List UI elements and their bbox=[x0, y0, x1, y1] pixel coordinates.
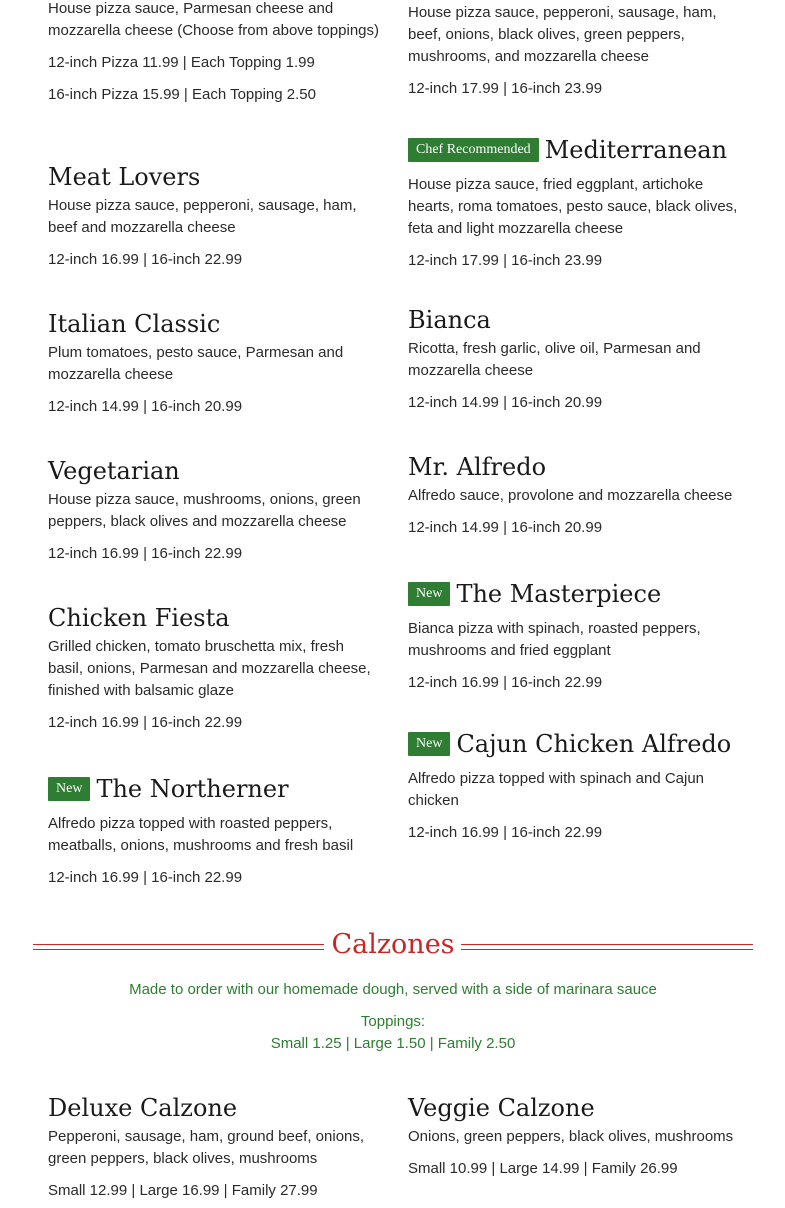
item-description: Alfredo sauce, provolone and mozzarella cheese bbox=[408, 487, 733, 504]
item-price: 12-inch 16.99 | 16-inch 22.99 bbox=[48, 251, 243, 268]
item-price: 12-inch 16.99 | 16-inch 22.99 bbox=[408, 824, 603, 841]
item-price: 12-inch 16.99 | 16-inch 22.99 bbox=[48, 545, 243, 562]
item-price: Small 12.99 | Large 16.99 | Family 27.99 bbox=[48, 1182, 318, 1199]
item-description: Onions, green peppers, black olives, mushrooms bbox=[408, 1128, 734, 1145]
section-title: Calzones bbox=[331, 929, 455, 960]
item-description: Pepperoni, sausage, ham, ground beef, onions, green peppers, black olives, mushrooms bbox=[48, 1128, 365, 1167]
new-badge: New bbox=[408, 732, 450, 756]
item-title: Meat Lovers bbox=[48, 163, 201, 191]
item-title: Mr. Alfredo bbox=[408, 453, 547, 481]
item-description: House pizza sauce, mushrooms, onions, green peppers, black olives and mozzarella cheese bbox=[48, 491, 361, 530]
item-description: Alfredo pizza topped with roasted peppers, meatballs, onions, mushrooms and fresh basil bbox=[48, 815, 354, 854]
item-title: Veggie Calzone bbox=[408, 1094, 595, 1122]
menu-item-the-masterpiece bbox=[408, 579, 743, 694]
menu-item-vegetarian bbox=[48, 456, 383, 565]
item-title: The Masterpiece bbox=[456, 580, 662, 608]
item-price: 12-inch 16.99 | 16-inch 22.99 bbox=[48, 714, 243, 731]
toppings-prices: Small 1.25 | Large 1.50 | Family 2.50 bbox=[270, 1035, 516, 1052]
menu-item-build-your-own bbox=[48, 0, 383, 106]
item-price: 12-inch 17.99 | 16-inch 23.99 bbox=[408, 80, 603, 97]
menu-item-bianca bbox=[408, 305, 743, 414]
item-title: Bianca bbox=[408, 306, 491, 334]
item-description: House pizza sauce, pepperoni, sausage, ham, beef, onions, black olives, green peppers, mushrooms, and mozzarella cheese bbox=[408, 4, 717, 65]
menu-item-veggie-calzone bbox=[408, 1093, 743, 1180]
menu-item-italian-classic bbox=[48, 309, 383, 418]
item-price: 16-inch Pizza 15.99 | Each Topping 2.50 bbox=[48, 86, 316, 103]
menu-item-cajun-chicken-alfredo bbox=[408, 729, 743, 844]
item-description: House pizza sauce, fried eggplant, artichoke hearts, roma tomatoes, pesto sauce, black olives, feta and light mozzarella cheese bbox=[408, 176, 738, 237]
new-badge: New bbox=[408, 582, 450, 606]
chef-recommended-badge: Chef Recommended bbox=[408, 138, 539, 162]
calzones-section-header bbox=[33, 926, 753, 966]
item-description: Bianca pizza with spinach, roasted peppers, mushrooms and fried eggplant bbox=[408, 620, 701, 659]
item-title: Vegetarian bbox=[48, 457, 180, 485]
item-title: Chicken Fiesta bbox=[48, 604, 230, 632]
item-price: 12-inch 16.99 | 16-inch 22.99 bbox=[48, 869, 243, 886]
item-price: 12-inch 14.99 | 16-inch 20.99 bbox=[408, 519, 603, 536]
menu-item-supreme bbox=[408, 2, 743, 100]
item-price: 12-inch 14.99 | 16-inch 20.99 bbox=[48, 398, 243, 415]
calzones-note: Made to order with our homemade dough, served with a side of marinara sauce bbox=[129, 981, 657, 998]
menu-item-mediterranean bbox=[408, 135, 743, 272]
new-badge: New bbox=[48, 777, 90, 801]
item-title: Mediterranean bbox=[544, 136, 728, 164]
item-description: Grilled chicken, tomato bruschetta mix, fresh basil, onions, Parmesan and mozzarella cheese, finished with balsamic glaze bbox=[48, 638, 371, 699]
item-price: Small 10.99 | Large 14.99 | Family 26.99 bbox=[408, 1160, 678, 1177]
menu-item-mr-alfredo bbox=[408, 452, 743, 539]
menu-item-chicken-fiesta bbox=[48, 603, 383, 734]
menu-item-meat-lovers bbox=[48, 162, 383, 271]
item-description: Ricotta, fresh garlic, olive oil, Parmesan and mozzarella cheese bbox=[408, 340, 701, 379]
menu-item-the-northerner bbox=[48, 774, 383, 889]
menu-item-deluxe-calzone bbox=[48, 1093, 383, 1202]
item-description: Plum tomatoes, pesto sauce, Parmesan and mozzarella cheese bbox=[48, 344, 344, 383]
item-price: 12-inch 14.99 | 16-inch 20.99 bbox=[408, 394, 603, 411]
item-description: Alfredo pizza topped with spinach and Cajun chicken bbox=[408, 770, 705, 809]
item-price: 12-inch 17.99 | 16-inch 23.99 bbox=[408, 252, 603, 269]
item-title: Italian Classic bbox=[48, 310, 221, 338]
item-description: House pizza sauce, Parmesan cheese and mozzarella cheese (Choose from above toppings) bbox=[48, 0, 380, 39]
item-price: 12-inch Pizza 11.99 | Each Topping 1.99 bbox=[48, 54, 315, 71]
toppings-label: Toppings: bbox=[360, 1013, 426, 1030]
item-price: 12-inch 16.99 | 16-inch 22.99 bbox=[408, 674, 603, 691]
item-title: The Northerner bbox=[96, 775, 289, 803]
item-title: Deluxe Calzone bbox=[48, 1094, 238, 1122]
item-description: House pizza sauce, pepperoni, sausage, ham, beef and mozzarella cheese bbox=[48, 197, 357, 236]
item-title: Cajun Chicken Alfredo bbox=[456, 730, 732, 758]
